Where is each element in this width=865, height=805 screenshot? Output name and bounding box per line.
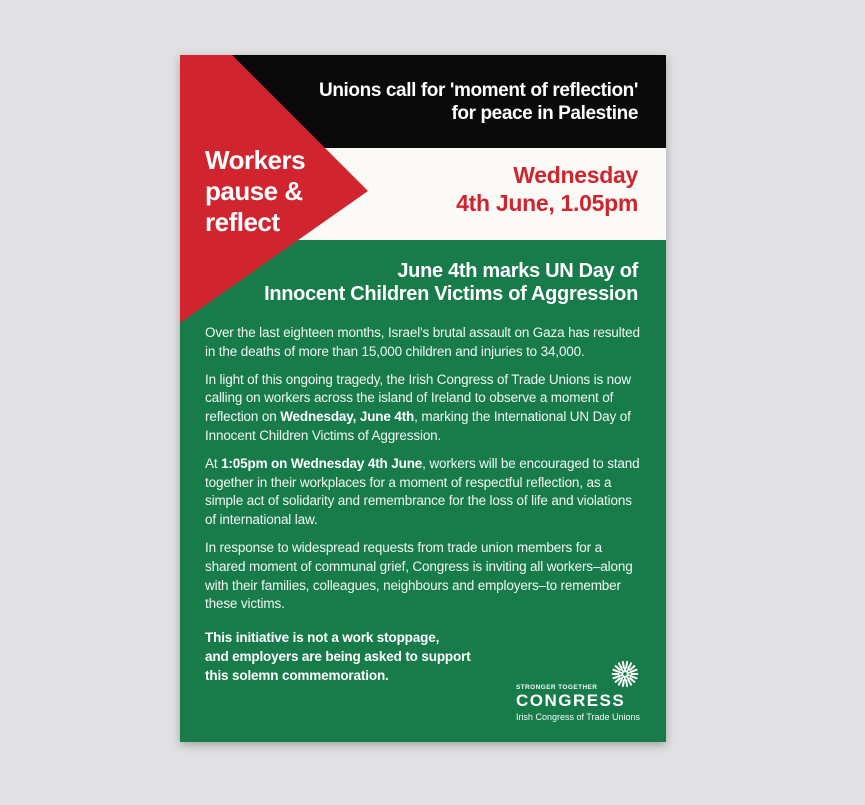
top-banner-line2: for peace in Palestine [451, 103, 638, 124]
arrow-slogan-line2: pause & [205, 176, 303, 206]
red-arrow-banner [180, 55, 370, 325]
top-banner-line1: Unions call for 'moment of reflection' [319, 80, 638, 101]
logo-tagline: STRONGER TOGETHER [515, 684, 598, 691]
logo-subtitle: Irish Congress of Trade Unions [515, 712, 640, 722]
arrow-slogan [205, 145, 305, 238]
body-paragraph: Over the last eighteen months, Israel's brutal assault on Gaza has resulted in the deaths of more than 15,000 children and injuries to 34,000. [205, 325, 640, 359]
heading-line2: Innocent Children Victims of Aggression [264, 283, 638, 305]
poster [180, 55, 666, 742]
date-banner-line2: 4th June, 1.05pm [456, 190, 638, 216]
arrow-slogan-line1: Workers [205, 145, 306, 175]
heading-line1: June 4th marks UN Day of [397, 260, 638, 282]
body-paragraph: This initiative is not a work stoppage, and employers are being asked to support this solemn commemoration. [205, 630, 471, 683]
body-paragraph: At 1:05pm on Wednesday 4th June, workers will be encouraged to stand together in their workplaces for a moment of respectful reflection, as a simple act of solidarity and remembrance for the loss of life and violations of international law. [205, 455, 640, 528]
body-paragraph: In response to widespread requests from trade union members for a shared moment of communal grief, Congress is inviting all workers–along with their families, colleagues, neighbours and employers–to remember these victims. [205, 539, 633, 612]
congress-logo [516, 660, 640, 722]
date-banner-line1: Wednesday [513, 162, 638, 188]
body-paragraphs [205, 324, 641, 695]
logo-name: CONGRESS [515, 691, 626, 710]
body-paragraph: In light of this ongoing tragedy, the Irish Congress of Trade Unions is now calling on workers across the island of Ireland to observe a moment of reflection on Wednesday, June 4th, marking the International UN Day of Innocent Children Victims of Aggression. [205, 371, 631, 443]
arrow-slogan-line3: reflect [205, 207, 280, 237]
